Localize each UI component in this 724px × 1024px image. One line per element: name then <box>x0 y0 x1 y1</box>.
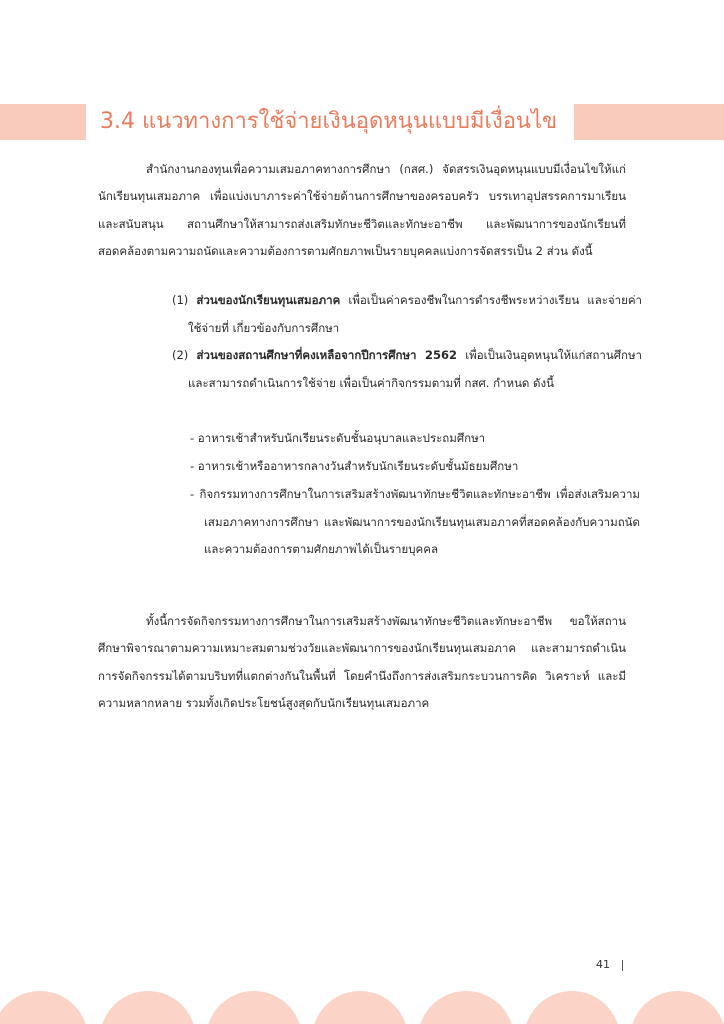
decorative-circle <box>100 991 196 1024</box>
title-band-left <box>0 104 86 140</box>
item-text: เพื่อเป็นค่าครองชีพในการดำรงชีพระหว่างเรียน และจ่ายค่าใช้จ่ายที่ เกี่ยวข้องกับการศึกษา <box>188 293 643 335</box>
item-heading: ส่วนของสถานศึกษาที่คงเหลือจากปีการศึกษา 2562 <box>196 348 458 362</box>
decorative-circle <box>312 991 408 1024</box>
decorative-circle <box>524 991 620 1024</box>
decorative-circle <box>206 991 302 1024</box>
decorative-circle <box>418 991 514 1024</box>
closing-paragraph: ทั้งนี้การจัดกิจกรรมทางการศึกษาในการเสริมสร้างพัฒนาทักษะชีวิตและทักษะอาชีพ ขอให้สถานศึกษาพิจารณาตามความเหมาะสมตามช่วงวัยและพัฒนาการของนักเรียนทุนเสมอภาค และสามารถดำเนินการจัดกิจกรรมได้ตามบริบทที่แตกต่างกันในพื้นที่ โดยคำนึงถึงการส่งเสริมกระบวนการคิด วิเคราะห์ และมีความหลากหลาย รวมทั้งเกิดประโยชน์สูงสุดกับนักเรียนทุนเสมอภาค <box>98 613 626 710</box>
page-number: 41 <box>596 958 610 971</box>
item-number: (1) <box>172 293 189 307</box>
decorative-circle <box>630 991 724 1024</box>
allocation-item-students <box>172 287 642 342</box>
activity-list-item: - อาหารเช้าสำหรับนักเรียนระดับชั้นอนุบาลและประถมศึกษา <box>190 431 486 445</box>
item-heading: ส่วนของนักเรียนทุนเสมอภาค <box>196 293 341 307</box>
allocation-item-school <box>172 342 642 397</box>
activity-list-item: - อาหารเช้าหรืออาหารกลางวันสำหรับนักเรียนระดับชั้นมัธยมศึกษา <box>190 459 519 473</box>
item-text: เพื่อเป็นเงินอุดหนุนให้แก่สถานศึกษา และสามารถดำเนินการใช้จ่าย เพื่อเป็นค่ากิจกรรมตามที่ กสศ. กำหนด ดังนี้ <box>188 348 643 390</box>
decorative-circle <box>0 991 88 1024</box>
title-band-right <box>574 104 724 140</box>
decorative-circles <box>0 985 724 1024</box>
item-number: (2) <box>172 348 189 362</box>
section-title: 3.4 แนวทางการใช้จ่ายเงินอุดหนุนแบบมีเงื่อนไข <box>100 109 558 134</box>
activity-list-item: - กิจกรรมทางการศึกษาในการเสริมสร้างพัฒนาทักษะชีวิตและทักษะอาชีพ เพื่อส่งเสริมความเสมอภาคทางการศึกษา และพัฒนาการของนักเรียนทุนเสมอภาคที่สอดคล้องกับความถนัดและความต้องการตามศักยภาพได้เป็นรายบุคคล <box>190 487 640 556</box>
page-number-divider <box>622 960 623 971</box>
intro-paragraph: สำนักงานกองทุนเพื่อความเสมอภาคทางการศึกษา (กสศ.) จัดสรรเงินอุดหนุนแบบมีเงื่อนไขให้แก่นักเรียนทุนเสมอภาค เพื่อแบ่งเบาภาระค่าใช้จ่ายด้านการศึกษาของครอบครัว บรรเทาอุปสรรคการมาเรียน และสนับสนุน สถานศึกษาให้สามารถส่งเสริมทักษะชีวิตและทักษะอาชีพ และพัฒนาการของนักเรียนที่สอดคล้องตามความถนัดและความต้องการตามศักยภาพเป็นรายบุคคลแบ่งการจัดสรรเป็น 2 ส่วน ดังนี้ <box>98 161 626 258</box>
